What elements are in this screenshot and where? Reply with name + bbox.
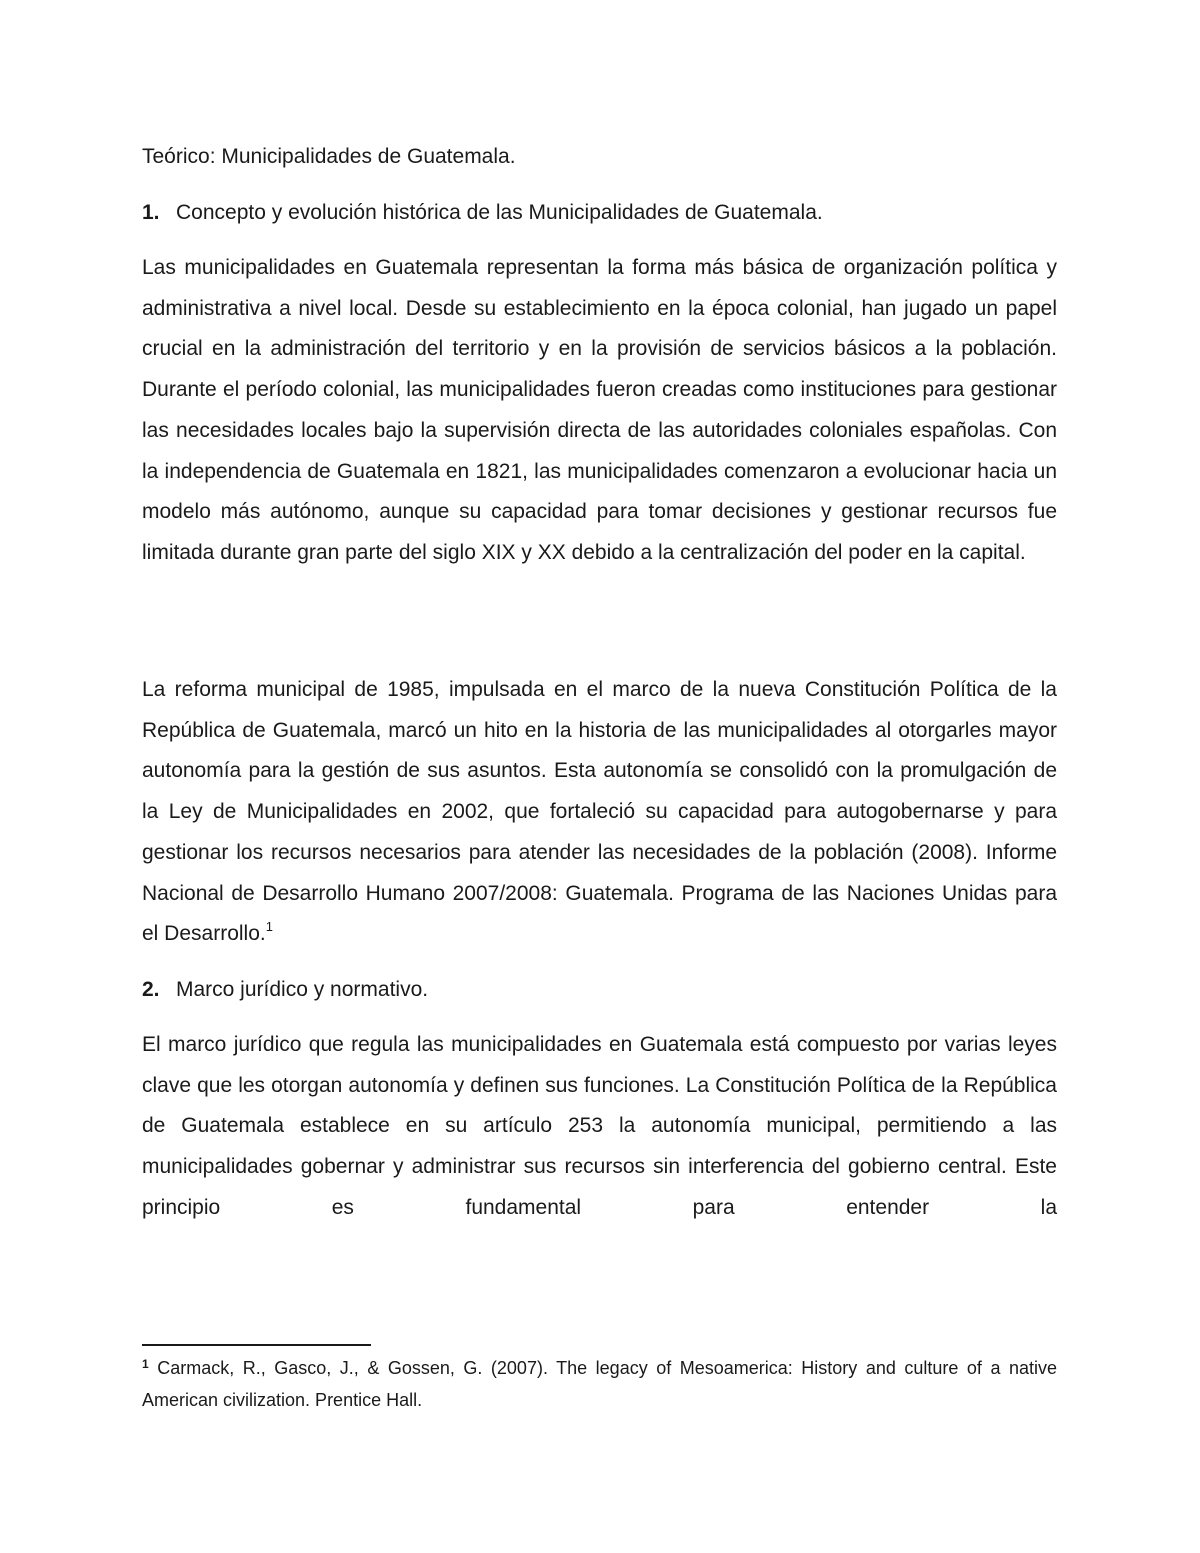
section-heading-text: Concepto y evolución histórica de las Municipalidades de Guatemala. <box>176 201 823 224</box>
paragraph-concept: Las municipalidades en Guatemala representan la forma más básica de organización política y administrativa a nivel local. Desde su establecimiento en la época colonial, han jugado un papel crucial en la administración del territorio y en la provisión de servicios básicos a la población. Durante el período colonial, las municipalidades fueron creadas como instituciones para gestionar las necesidades locales bajo la supervisión directa de las autoridades coloniales españolas. Con la independencia de Guatemala en 1821, las municipalidades comenzaron a evolucionar hacia un modelo más autónomo, aunque su capacidad para tomar decisiones y gestionar recursos fue limitada durante gran parte del siglo XIX y XX debido a la centralización del poder en la capital. <box>142 256 1057 564</box>
paragraph-legal-framework-text: El marco jurídico que regula las municipalidades en Guatemala está compuesto por varias leyes clave que les otorgan autonomía y definen sus funciones. La Constitución Política de la República de Guatemala establece en su artículo 253 la autonomía municipal, permitiendo a las municipalidades gobernar y administrar sus recursos sin interferencia del gobierno central. Este principio es fundamental para entender la <box>142 1033 1057 1219</box>
section-heading-2 <box>142 975 428 1005</box>
paragraph-reform-text: La reforma municipal de 1985, impulsada en el marco de la nueva Constitución Política de la República de Guatemala, marcó un hito en la historia de las municipalidades al otorgarles mayor autonomía para la gestión de sus asuntos. Esta autonomía se consolidó con la promulgación de la Ley de Municipalidades en 2002, que fortaleció su capacidad para autogobernarse y para gestionar los recursos necesarios para atender las necesidades de la población (2008). Informe Nacional de Desarrollo Humano 2007/2008: Guatemala. Programa de las Naciones Unidas para el Desarrollo. <box>142 678 1057 946</box>
footnote <box>142 1352 1057 1416</box>
section-heading-1 <box>142 198 823 228</box>
section-number: 1. <box>142 201 160 224</box>
footnote-marker: 1 <box>142 1357 149 1371</box>
paragraph-reform <box>142 670 1057 955</box>
footnote-reference[interactable]: 1 <box>265 919 273 935</box>
footnote-text: Carmack, R., Gasco, J., & Gossen, G. (2007). The legacy of Mesoamerica: History and culture of a native American civilization. Prentice Hall. <box>142 1358 1057 1410</box>
document-title: Teórico: Municipalidades de Guatemala. <box>142 145 516 168</box>
paragraph-legal-framework <box>142 1025 1057 1229</box>
footnote-separator <box>142 1344 371 1346</box>
section-number: 2. <box>142 978 160 1001</box>
section-heading-text: Marco jurídico y normativo. <box>176 978 429 1001</box>
